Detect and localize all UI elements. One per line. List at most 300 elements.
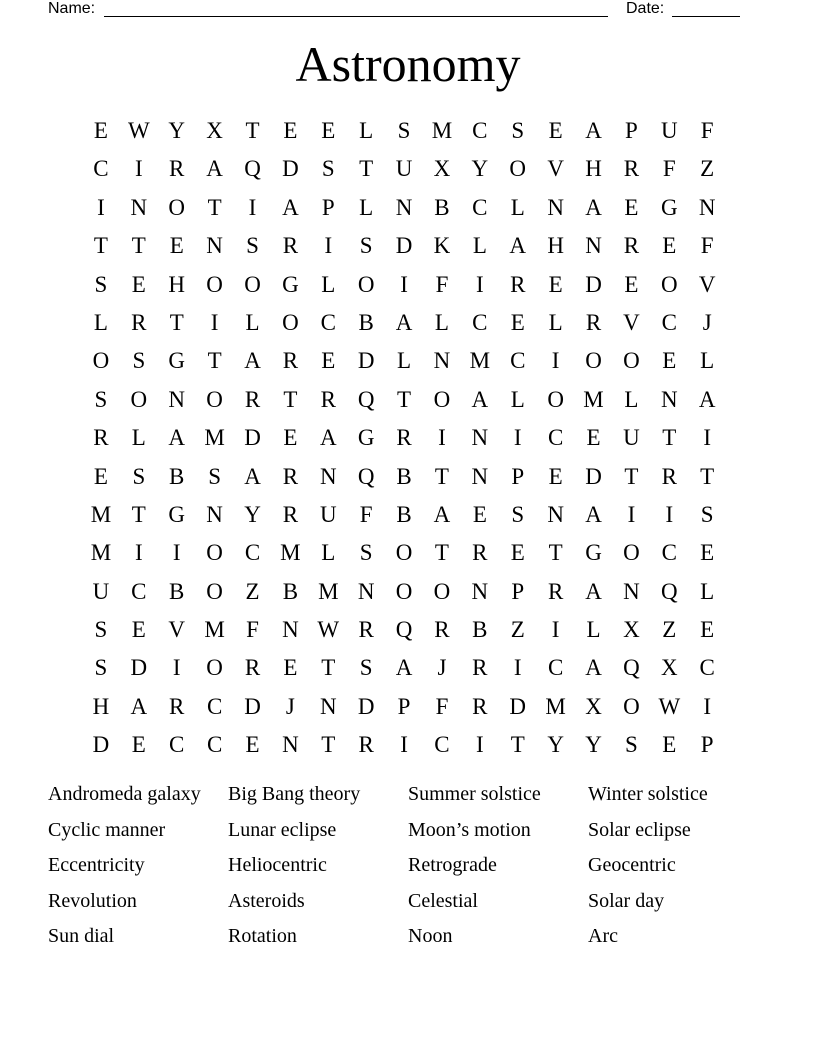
grid-letter: N (471, 425, 489, 451)
word-list-item: Asteroids (228, 889, 305, 912)
grid-letter: I (513, 655, 522, 681)
grid-letter: L (397, 348, 412, 374)
grid-letter: S (359, 233, 373, 259)
grid-letter: M (90, 501, 112, 527)
grid-letter: X (585, 693, 602, 719)
grid-row (82, 688, 726, 726)
grid-letter: T (359, 156, 374, 182)
grid-row (82, 112, 726, 150)
grid-row (82, 304, 726, 342)
grid-letter: L (586, 617, 601, 643)
grid-letter: L (321, 271, 336, 297)
grid-letter: G (357, 425, 375, 451)
grid-letter: G (660, 194, 678, 220)
grid-letter: D (357, 693, 375, 719)
grid-letter: F (662, 156, 676, 182)
grid-letter: S (132, 348, 146, 374)
grid-letter: E (510, 540, 525, 566)
grid-letter: I (703, 425, 712, 451)
grid-letter: O (395, 578, 413, 604)
grid-letter: C (472, 309, 488, 335)
grid-letter: X (433, 156, 451, 182)
grid-letter: S (397, 118, 411, 143)
grid-letter: I (210, 309, 219, 335)
grid-letter: Q (660, 578, 678, 604)
grid-letter: A (585, 118, 602, 143)
grid-letter: I (627, 501, 636, 527)
grid-letter: N (433, 348, 451, 374)
grid-row (82, 189, 726, 227)
grid-letter: Q (244, 156, 261, 182)
grid-letter: U (660, 118, 678, 143)
grid-letter: R (93, 425, 109, 451)
grid-letter: L (510, 386, 525, 412)
grid-letter: Y (585, 732, 602, 758)
grid-letter: H (168, 271, 186, 297)
grid-letter: A (698, 386, 716, 412)
grid-letter: B (396, 463, 412, 489)
word-list-item: Moon’s motion (408, 818, 531, 841)
grid-letter: X (206, 118, 223, 143)
grid-letter: O (660, 271, 678, 297)
grid-letter: L (359, 118, 374, 143)
grid-letter: R (623, 233, 640, 259)
grid-letter: E (548, 118, 563, 143)
grid-letter: Z (662, 617, 677, 643)
grid-letter: U (92, 578, 110, 604)
grid-letter: A (395, 309, 413, 335)
grid-letter: R (282, 463, 299, 489)
grid-letter: D (130, 655, 148, 681)
grid-letter: T (131, 501, 146, 527)
grid-letter: S (132, 463, 146, 489)
grid-letter: C (699, 655, 715, 681)
grid-letter: I (324, 233, 333, 259)
grid-letter: C (206, 732, 223, 758)
word-list-item: Solar day (588, 889, 665, 912)
grid-letter: A (244, 463, 261, 489)
grid-letter: A (433, 501, 451, 527)
grid-letter: T (434, 463, 449, 489)
grid-letter: O (357, 271, 375, 297)
grid-letter: X (660, 655, 678, 681)
grid-row (82, 266, 726, 304)
grid-letter: M (90, 540, 112, 566)
name-blank-line (104, 16, 608, 17)
grid-letter: R (585, 309, 602, 335)
grid-letter: L (472, 233, 487, 259)
grid-letter: I (135, 156, 143, 182)
grid-row (82, 726, 726, 764)
grid-letter: I (97, 194, 105, 220)
grid-letter: E (283, 425, 298, 451)
grid-letter: Q (357, 386, 375, 412)
grid-letter: D (585, 463, 602, 489)
grid-letter: E (321, 348, 336, 374)
grid-letter: D (585, 271, 602, 297)
grid-letter: T (434, 540, 449, 566)
grid-letter: T (700, 463, 715, 489)
grid-letter: P (511, 463, 525, 489)
word-list-item: Celestial (408, 889, 478, 912)
grid-letter: O (585, 348, 602, 374)
grid-letter: E (662, 233, 677, 259)
grid-letter: E (283, 655, 298, 681)
grid-letter: I (703, 693, 712, 719)
grid-letter: I (665, 501, 674, 527)
grid-letter: A (509, 233, 527, 259)
grid-letter: E (131, 732, 146, 758)
grid-letter: O (623, 693, 640, 719)
grid-letter: C (93, 156, 109, 182)
grid-letter: L (624, 386, 639, 412)
grid-letter: C (206, 693, 223, 719)
grid-letter: T (131, 233, 146, 259)
grid-letter: R (472, 693, 488, 719)
grid-letter: W (317, 617, 340, 643)
word-list-item: Rotation (228, 925, 297, 948)
grid-letter: J (437, 655, 447, 681)
grid-letter: I (172, 540, 181, 566)
grid-row (82, 419, 726, 457)
grid-letter: E (93, 463, 108, 489)
grid-letter: D (92, 732, 110, 758)
grid-letter: F (700, 233, 714, 259)
grid-letter: M (583, 386, 604, 412)
grid-letter: A (585, 194, 602, 220)
grid-letter: M (204, 425, 225, 451)
grid-letter: N (623, 578, 640, 604)
grid-letter: D (509, 693, 527, 719)
grid-letter: N (319, 463, 337, 489)
grid-row (82, 573, 726, 611)
grid-letter: R (661, 463, 677, 489)
grid-letter: R (396, 425, 412, 451)
grid-letter: M (545, 693, 566, 719)
grid-letter: S (359, 655, 373, 681)
grid-letter: O (623, 540, 640, 566)
word-list-item: Geocentric (588, 854, 676, 877)
grid-letter: Z (700, 156, 715, 182)
grid-letter: L (434, 309, 449, 335)
grid-letter: A (585, 578, 602, 604)
grid-letter: E (548, 271, 563, 297)
letter-grid (82, 112, 726, 765)
grid-row (82, 496, 726, 534)
grid-letter: A (168, 425, 186, 451)
grid-letter: A (244, 348, 261, 374)
grid-letter: I (476, 271, 484, 297)
grid-letter: T (207, 194, 222, 220)
grid-letter: C (661, 309, 677, 335)
grid-letter: G (585, 540, 602, 566)
grid-letter: N (698, 194, 716, 220)
grid-letter: N (471, 463, 489, 489)
grid-letter: C (510, 348, 526, 374)
grid-letter: L (131, 425, 146, 451)
grid-letter: H (92, 693, 110, 719)
grid-letter: A (319, 425, 337, 451)
grid-letter: B (169, 578, 185, 604)
grid-letter: O (433, 578, 451, 604)
grid-letter: H (585, 156, 602, 182)
grid-letter: A (585, 655, 602, 681)
page-title: Astronomy (295, 36, 521, 92)
grid-letter: T (207, 348, 222, 374)
grid-letter: O (206, 386, 223, 412)
grid-letter: R (131, 309, 147, 335)
grid-letter: I (172, 655, 181, 681)
grid-letter: R (282, 348, 299, 374)
grid-row (82, 227, 726, 265)
grid-letter: I (248, 194, 257, 220)
word-list-item: Summer solstice (408, 783, 541, 805)
grid-letter: E (472, 501, 487, 527)
grid-letter: E (662, 732, 677, 758)
word-list-item: Winter solstice (588, 783, 708, 805)
grid-letter: T (397, 386, 412, 412)
grid-letter: A (282, 194, 299, 220)
grid-letter: C (547, 655, 564, 681)
grid-letter: Q (623, 655, 640, 681)
grid-letter: O (244, 271, 261, 297)
grid-letter: T (624, 463, 639, 489)
grid-letter: I (513, 425, 522, 451)
grid-letter: R (244, 386, 261, 412)
grid-letter: P (700, 732, 714, 758)
grid-letter: R (320, 386, 336, 412)
grid-letter: S (321, 156, 335, 182)
grid-letter: N (547, 501, 564, 527)
grid-letter: X (623, 617, 640, 643)
grid-letter: N (585, 233, 602, 259)
word-list-item: Revolution (48, 889, 137, 912)
grid-letter: D (244, 425, 261, 451)
grid-letter: C (434, 732, 450, 758)
grid-letter: R (547, 578, 564, 604)
grid-letter: J (285, 693, 295, 719)
grid-letter: R (623, 156, 640, 182)
grid-letter: A (130, 693, 148, 719)
grid-letter: Y (547, 732, 564, 758)
grid-letter: V (698, 271, 716, 297)
grid-letter: I (438, 425, 446, 451)
grid-row (82, 649, 726, 687)
grid-letter: E (662, 348, 677, 374)
grid-letter: U (319, 501, 337, 527)
grid-letter: S (94, 271, 108, 297)
grid-letter: S (94, 655, 108, 681)
grid-letter: E (169, 233, 184, 259)
word-list (48, 778, 768, 956)
grid-letter: T (283, 386, 298, 412)
grid-letter: R (472, 540, 488, 566)
word-list-item: Noon (408, 925, 453, 948)
grid-row (82, 150, 726, 188)
grid-letter: L (510, 194, 525, 220)
grid-letter: T (662, 425, 677, 451)
grid-row (82, 342, 726, 380)
grid-letter: E (321, 118, 336, 143)
grid-letter: P (625, 118, 638, 143)
grid-letter: F (246, 617, 259, 643)
word-list-item: Eccentricity (48, 854, 145, 877)
grid-letter: F (435, 693, 449, 719)
grid-letter: H (547, 233, 564, 259)
grid-letter: B (472, 617, 488, 643)
grid-letter: R (244, 655, 261, 681)
grid-letter: R (169, 693, 185, 719)
word-list-item: Big Bang theory (228, 783, 361, 805)
grid-letter: R (510, 271, 526, 297)
grid-letter: E (131, 271, 146, 297)
header (48, 0, 768, 20)
grid-letter: G (168, 501, 186, 527)
grid-letter: D (244, 693, 261, 719)
grid-letter: Y (471, 156, 489, 182)
grid-letter: J (702, 309, 712, 335)
grid-letter: M (318, 578, 339, 604)
grid-letter: A (471, 386, 489, 412)
date-label: Date: (626, 0, 665, 17)
grid-letter: W (127, 118, 150, 143)
grid-letter: R (434, 617, 450, 643)
grid-letter: E (700, 540, 715, 566)
grid-letter: I (551, 348, 560, 374)
grid-letter: O (433, 386, 451, 412)
grid-letter: L (359, 194, 374, 220)
grid-letter: C (131, 578, 147, 604)
grid-letter: T (510, 732, 525, 758)
grid-letter: P (321, 194, 335, 220)
grid-letter: P (397, 693, 411, 719)
grid-letter: N (547, 194, 564, 220)
grid-letter: F (359, 501, 373, 527)
grid-letter: W (658, 693, 681, 719)
grid-letter: A (206, 156, 223, 182)
word-list-item: Arc (588, 925, 618, 948)
grid-letter: M (431, 118, 453, 143)
grid-letter: K (433, 233, 451, 259)
grid-letter: T (169, 309, 184, 335)
grid-letter: O (547, 386, 564, 412)
grid-letter: O (130, 386, 148, 412)
grid-letter: S (359, 540, 373, 566)
word-list-item: Cyclic manner (48, 818, 166, 841)
grid-letter: L (548, 309, 563, 335)
date-blank-line (672, 16, 740, 17)
grid-letter: E (283, 118, 298, 143)
grid-letter: L (700, 348, 715, 374)
grid-letter: E (700, 617, 715, 643)
grid-letter: S (94, 617, 108, 643)
grid-letter: A (585, 501, 602, 527)
grid-letter: C (472, 194, 488, 220)
grid-row (82, 611, 726, 649)
grid-letter: M (280, 540, 301, 566)
grid-letter: T (548, 540, 563, 566)
grid-letter: E (624, 271, 639, 297)
grid-letter: I (400, 271, 408, 297)
grid-letter: I (476, 732, 484, 758)
grid-letter: M (204, 617, 225, 643)
word-list-item: Sun dial (48, 925, 115, 948)
grid-letter: V (168, 617, 186, 643)
grid-letter: I (551, 617, 560, 643)
grid-letter: S (625, 732, 638, 758)
grid-letter: E (586, 425, 601, 451)
grid-letter: R (169, 156, 185, 182)
grid-letter: E (131, 617, 146, 643)
grid-letter: M (469, 348, 491, 374)
grid-letter: N (471, 578, 489, 604)
grid-letter: L (245, 309, 260, 335)
grid-letter: B (358, 309, 374, 335)
grid-letter: C (547, 425, 564, 451)
grid-letter: N (357, 578, 375, 604)
grid-letter: Y (168, 118, 186, 143)
grid-letter: N (395, 194, 413, 220)
grid-letter: D (395, 233, 413, 259)
grid-letter: R (472, 655, 488, 681)
grid-letter: R (282, 501, 299, 527)
grid-letter: L (700, 578, 715, 604)
word-list-item: Heliocentric (228, 854, 327, 877)
name-label: Name: (48, 0, 96, 17)
grid-letter: G (282, 271, 299, 297)
grid-letter: P (511, 578, 525, 604)
grid-letter: O (206, 655, 223, 681)
grid-letter: Z (510, 617, 525, 643)
grid-letter: S (208, 463, 222, 489)
grid-letter: U (623, 425, 640, 451)
grid-letter: E (510, 309, 525, 335)
grid-letter: V (623, 309, 640, 335)
grid-letter: Q (395, 617, 413, 643)
grid-letter: B (396, 501, 412, 527)
grid-letter: Q (357, 463, 375, 489)
grid-letter: I (135, 540, 143, 566)
grid-letter: L (321, 540, 336, 566)
grid-letter: U (395, 156, 413, 182)
grid-letter: E (548, 463, 563, 489)
grid-letter: C (244, 540, 261, 566)
grid-letter: N (282, 732, 299, 758)
grid-letter: G (168, 348, 186, 374)
grid-letter: N (660, 386, 678, 412)
grid-letter: T (245, 118, 260, 143)
grid-letter: D (357, 348, 375, 374)
grid-letter: B (434, 194, 450, 220)
grid-letter: L (93, 309, 108, 335)
grid-letter: N (319, 693, 337, 719)
grid-letter: O (509, 156, 527, 182)
grid-letter: C (472, 118, 488, 143)
grid-letter: S (246, 233, 259, 259)
grid-letter: B (282, 578, 299, 604)
grid-letter: R (358, 617, 374, 643)
grid-letter: T (321, 655, 336, 681)
grid-letter: T (93, 233, 108, 259)
word-list-item: Andromeda galaxy (48, 783, 201, 805)
grid-letter: C (320, 309, 336, 335)
grid-letter: E (245, 732, 260, 758)
grid-letter: A (395, 655, 413, 681)
grid-letter: S (511, 501, 525, 527)
grid-letter: F (435, 271, 449, 297)
grid-letter: B (169, 463, 185, 489)
grid-letter: O (168, 194, 186, 220)
